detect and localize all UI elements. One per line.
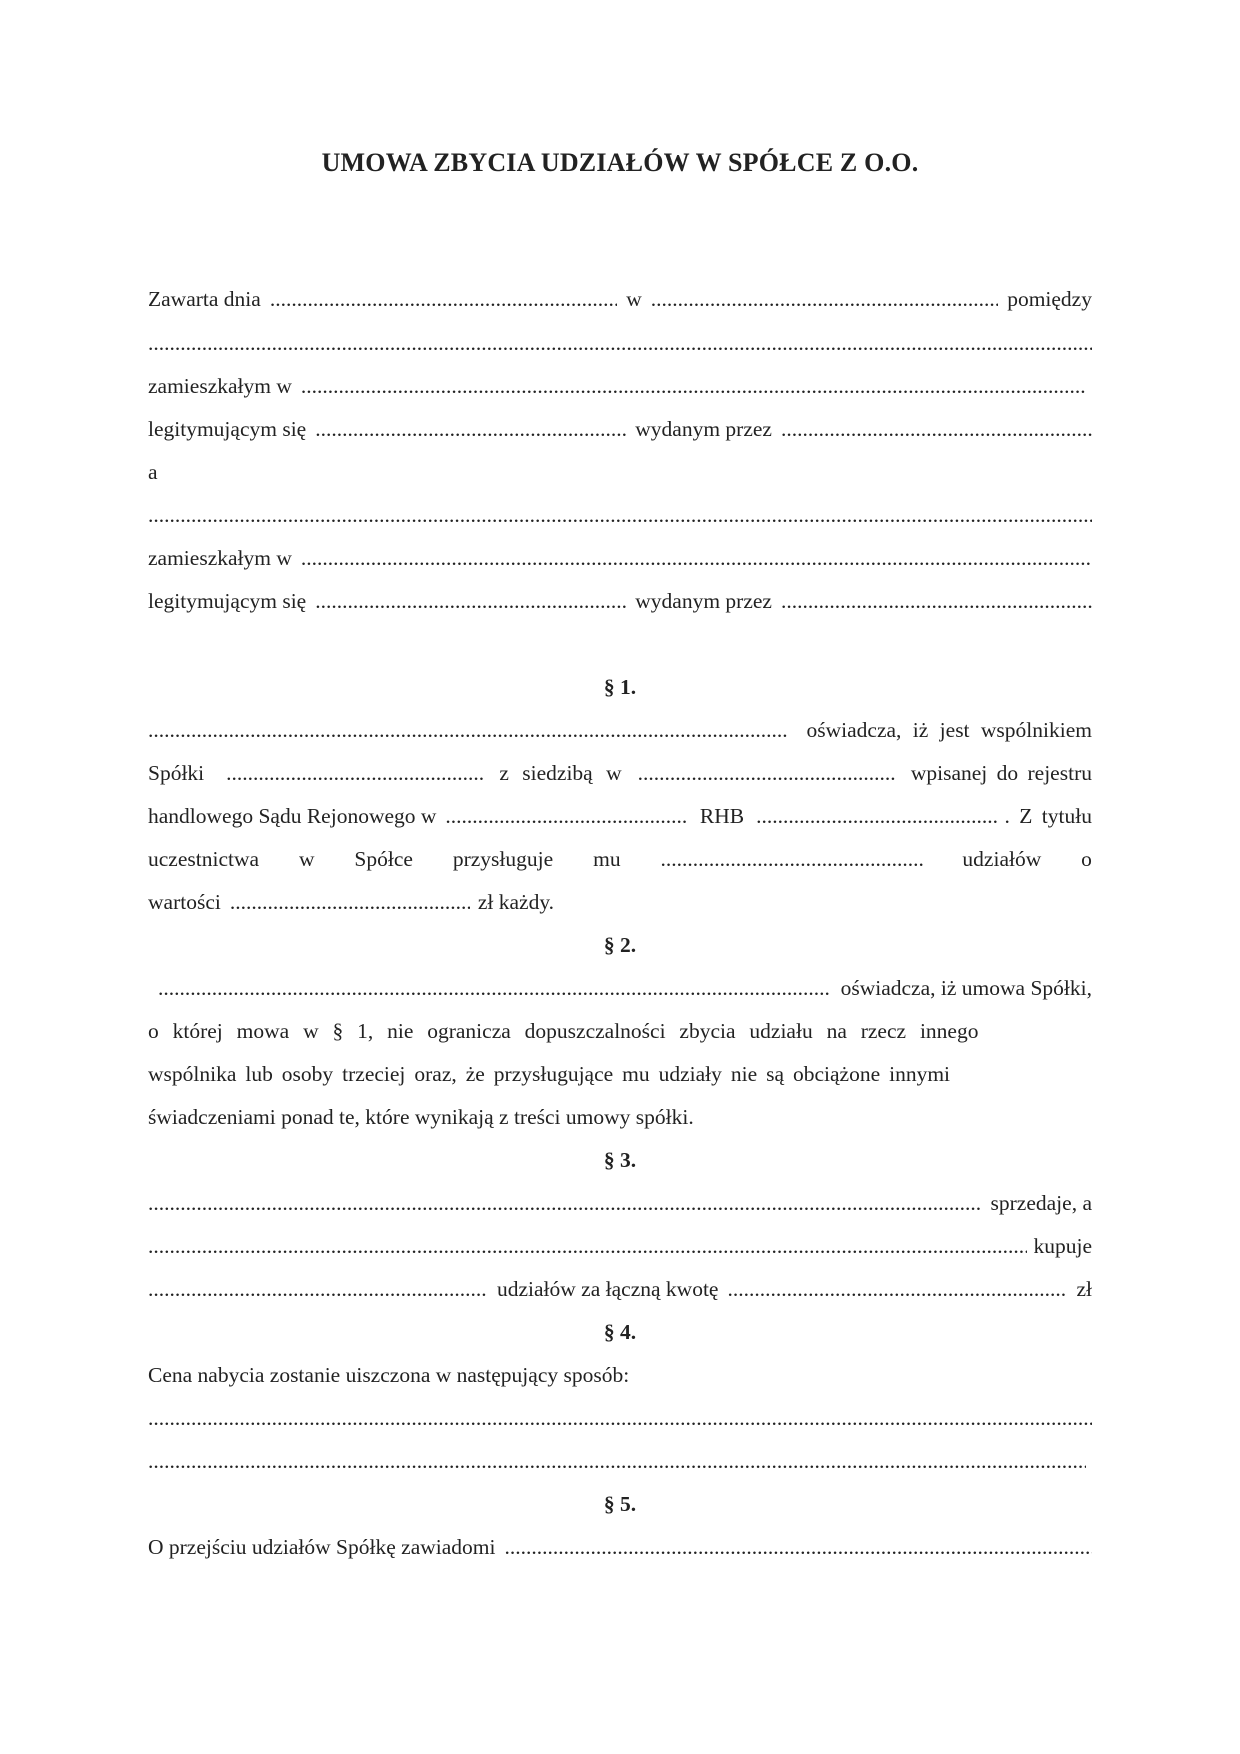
- blank-id-2: [315, 586, 626, 616]
- blank-amount: [727, 1274, 1067, 1304]
- blank-court: [445, 801, 687, 831]
- s1-rhb: RHB: [699, 804, 745, 828]
- s2-line-1: [148, 973, 1092, 1003]
- s3-line-2: [148, 1231, 1092, 1261]
- blank-payment-1: [148, 1403, 1092, 1433]
- s3-zl: zł: [1076, 1277, 1092, 1301]
- section-4-heading: § 4.: [603, 1320, 637, 1344]
- s1-siedziba: z siedzibą w: [499, 761, 622, 785]
- s1-word-4: przysługuje: [452, 847, 554, 871]
- label-legitymujacym-1: legitymującym się: [148, 417, 307, 441]
- blank-party1-name: [148, 328, 1092, 358]
- s1-z-tytulu: . Z tytułu: [1004, 804, 1092, 828]
- s1-zl-kazdy: zł każdy.: [477, 890, 555, 914]
- s2-line-3: [148, 1059, 1092, 1089]
- s1-word-7: o: [1081, 847, 1092, 871]
- section-5-heading: § 5.: [603, 1492, 637, 1516]
- s1-line-2: [148, 758, 1092, 788]
- blank-address-2: [301, 543, 1092, 573]
- s4-line-3: [148, 1446, 1092, 1476]
- s1-line-4: [148, 844, 1092, 874]
- s5-przejscie: O przejściu udziałów Spółkę zawiadomi: [148, 1535, 496, 1559]
- blank-buyer: [148, 1231, 1027, 1261]
- s1-line-5: [148, 887, 1092, 917]
- blank-s1-shareholder: [148, 715, 789, 745]
- s1-oswiadcza: oświadcza, iż jest wspólnikiem: [806, 718, 1092, 742]
- s4-line-2: [148, 1403, 1092, 1433]
- s1-word-3: Spółce: [354, 847, 413, 871]
- blank-company-name: [226, 758, 483, 788]
- party2-name-line: [148, 500, 1092, 530]
- s1-word-5: mu: [593, 847, 621, 871]
- s1-spolki: Spółki: [148, 761, 205, 785]
- label-wydanym-2: wydanym przez: [635, 589, 772, 613]
- s5-line-1: [148, 1532, 1092, 1562]
- blank-seller: [148, 1188, 982, 1218]
- s2-oswiadcza: oświadcza, iż umowa Spółki,: [840, 976, 1092, 1000]
- label-zamieszkalym-1: zamieszkałym w: [148, 374, 292, 398]
- s3-line-1: [148, 1188, 1092, 1218]
- party2-address-line: [148, 543, 1092, 573]
- s1-handlowego: handlowego Sądu Rejonowego w: [148, 804, 437, 828]
- blank-party2-name: [148, 500, 1092, 530]
- s3-sprzedaje: sprzedaje, a: [990, 1191, 1092, 1215]
- blank-place: [651, 284, 998, 314]
- s2-line-2: [148, 1016, 1092, 1046]
- s2-text-3: wspólnika lub osoby trzeciej oraz, że przysługujące mu udziały nie są obciążone innymi: [148, 1062, 951, 1086]
- s3-line-3: [148, 1274, 1092, 1304]
- blank-share-qty: [148, 1274, 488, 1304]
- document-title: UMOWA ZBYCIA UDZIAŁÓW W SPÓŁCE Z O.O.: [321, 148, 919, 177]
- blank-address-1: [301, 371, 1086, 401]
- blank-share-value: [230, 887, 470, 917]
- blank-share-count: [661, 844, 923, 874]
- s2-text-4: świadczeniami ponad te, które wynikają z treści umowy spółki.: [148, 1105, 694, 1129]
- s4-cena: Cena nabycia zostanie uiszczona w następujący sposób:: [148, 1363, 630, 1387]
- s2-line-4: [148, 1102, 1092, 1132]
- s1-wartosci: wartości: [148, 890, 221, 914]
- blank-payment-2: [148, 1446, 1086, 1476]
- conjunction-line: [148, 457, 1092, 487]
- blank-notifier: [505, 1532, 1093, 1562]
- s1-line-1: [148, 715, 1092, 745]
- blank-id-1: [315, 414, 626, 444]
- blank-rhb: [756, 801, 998, 831]
- party1-id-line: [148, 414, 1092, 444]
- blank-issuer-1: [781, 414, 1092, 444]
- section-1-heading: § 1.: [603, 675, 637, 699]
- blank-s2-shareholder: [158, 973, 831, 1003]
- label-wydanym-1: wydanym przez: [635, 417, 772, 441]
- s1-wpisanej: wpisanej do rejestru: [910, 761, 1092, 785]
- blank-seat: [638, 758, 895, 788]
- s1-word-1: uczestnictwa: [148, 847, 260, 871]
- party1-name-line: [148, 328, 1092, 358]
- party1-address-line: [148, 371, 1092, 401]
- intro-date-line: [148, 284, 1092, 314]
- label-a: a: [148, 460, 158, 484]
- s1-line-3: [148, 801, 1092, 831]
- section-3-heading: § 3.: [603, 1148, 637, 1172]
- label-pomiedzy: pomiędzy: [1007, 287, 1092, 311]
- s4-line-1: [148, 1360, 1092, 1390]
- s3-kupuje: kupuje: [1033, 1234, 1092, 1258]
- label-w: w: [626, 287, 642, 311]
- blank-date: [270, 284, 617, 314]
- party2-id-line: [148, 586, 1092, 616]
- s1-word-2: w: [298, 847, 315, 871]
- label-zamieszkalym-2: zamieszkałym w: [148, 546, 292, 570]
- s1-word-6: udziałów: [962, 847, 1042, 871]
- label-legitymujacym-2: legitymującym się: [148, 589, 307, 613]
- blank-issuer-2: [781, 586, 1092, 616]
- section-2-heading: § 2.: [603, 933, 637, 957]
- s2-text-2: o której mowa w § 1, nie ogranicza dopuszczalności zbycia udziału na rzecz innego: [148, 1019, 979, 1043]
- s3-udzialow: udziałów za łączną kwotę: [497, 1277, 719, 1301]
- label-zawarta: Zawarta dnia: [148, 287, 261, 311]
